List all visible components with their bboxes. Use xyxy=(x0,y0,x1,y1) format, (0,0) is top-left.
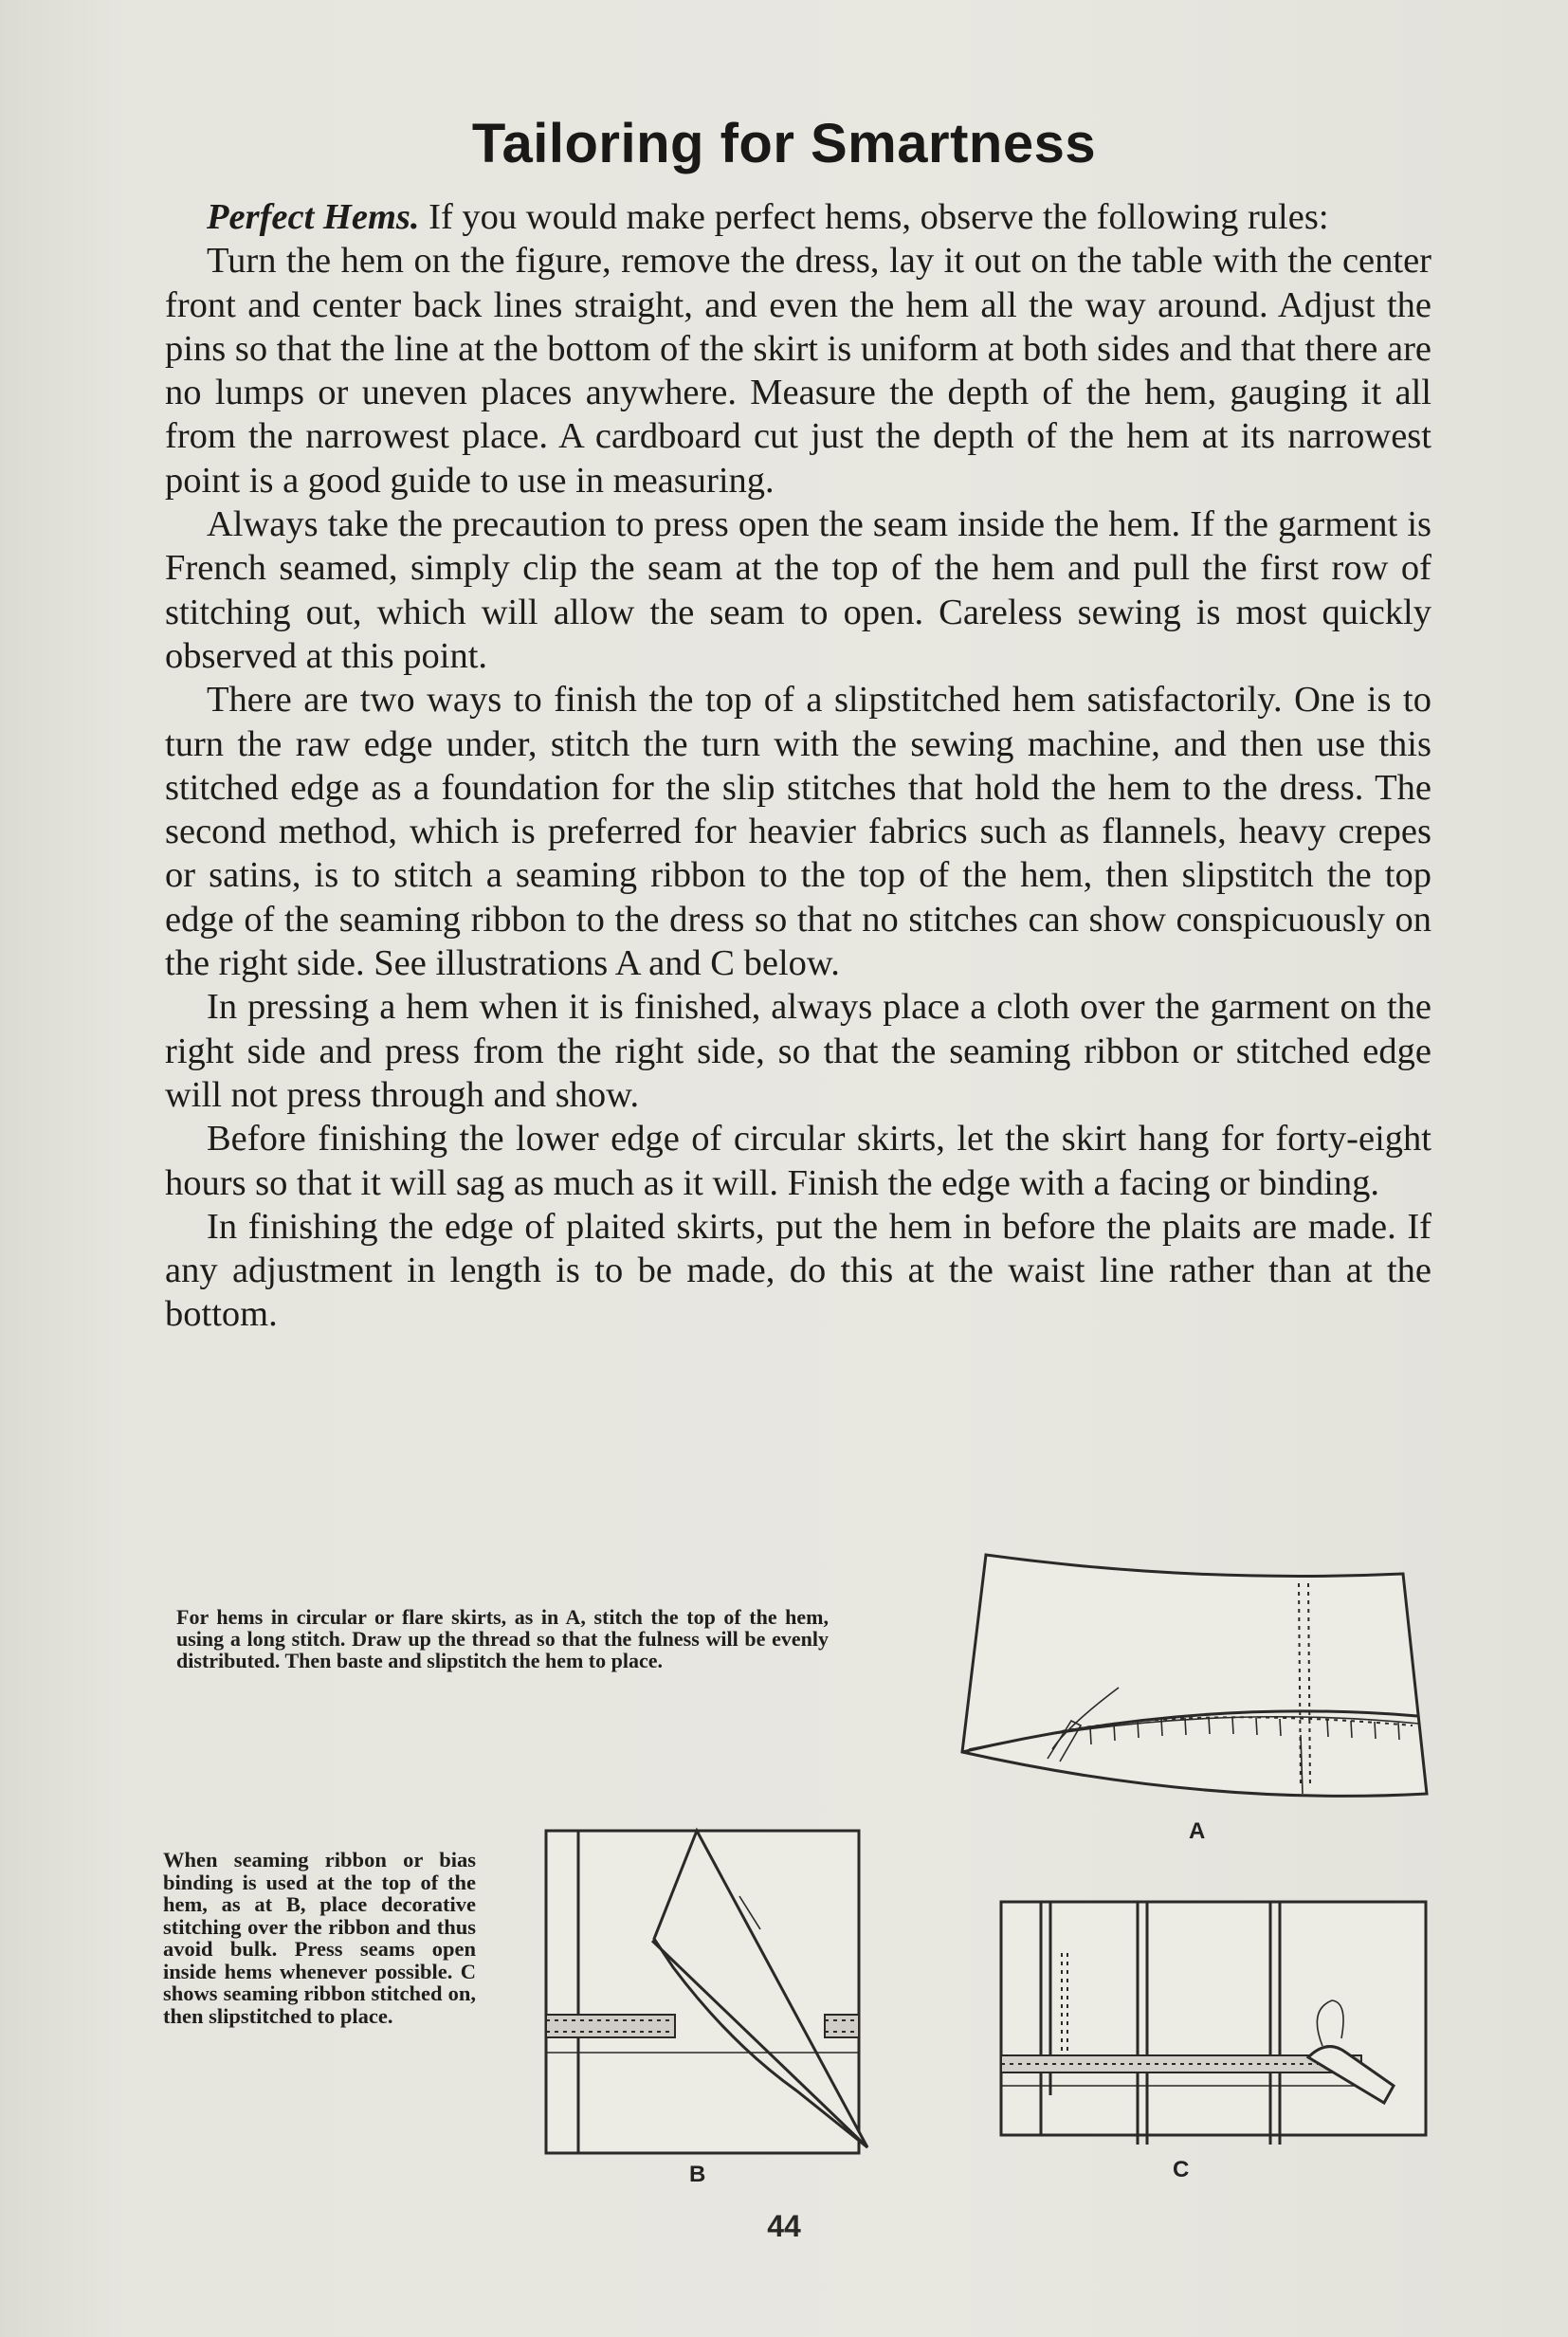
illustration-b xyxy=(540,1825,882,2157)
paragraph-finish-top: There are two ways to finish the top of a slipstitched hem satisfactorily. One is to turn the raw edge under, stitch the turn with the sewing machine, and then use this stitched edge as a foundation for the slip stitches that hold the hem to the dress. The second method, which is preferred for heavier fabrics such as flannels, heavy crepes or satins, is to stitch a seaming ribbon to the top of the hem, then slipstitch the top edge of the seaming ribbon to the dress so that no stitches can show conspicuously on the right side. See illustrations A and C below. xyxy=(165,680,1431,984)
figure-c-label: C xyxy=(1173,2157,1190,2182)
paragraph-plaited-skirts: In finishing the edge of plaited skirts, put the hem in before the plaits are made. If any adjustment in length is to be made, do this at the waist line rather than at the bottom. xyxy=(165,1206,1431,1335)
section-heading: Perfect Hems. xyxy=(207,197,420,237)
figure-a-label: A xyxy=(1189,1818,1206,1844)
page-number: 44 xyxy=(767,2209,801,2243)
intro-paragraph xyxy=(165,195,1431,239)
paragraph-press-seam: Always take the precaution to press open the seam inside the hem. If the garment is French seamed, simply clip the seam at the top of the hem and pull the first row of stitching out, which will allow the seam to open. Careless sewing is most quickly observed at this point. xyxy=(165,504,1431,676)
caption-seaming-ribbon: When seaming ribbon or bias binding is used at the top of the hem, as at B, place decorative stitching over the ribbon and thus avoid bulk. Press seams open inside hems whenever possible. C shows seaming ribbon stitched on, then slipstitched to place. xyxy=(163,1848,476,2028)
page-title: Tailoring for Smartness xyxy=(471,113,1097,174)
paragraph-circular-skirts: Before finishing the lower edge of circular skirts, let the skirt hang for forty-eight hours so that it will sag as much as it will. Finish the edge with a facing or binding. xyxy=(165,1119,1431,1203)
figure-b-label: B xyxy=(689,2162,706,2187)
illustration-a xyxy=(948,1545,1441,1811)
caption-circular-skirts: For hems in circular or flare skirts, as in A, stitch the top of the hem, using a long stitch. Draw up the thread so that the fulness will be evenly distributed. Then baste and slipstitch the hem to place. xyxy=(176,1605,829,1672)
paragraph-turn-hem: Turn the hem on the figure, remove the dress, lay it out on the table with the center front and center back lines straight, and even the hem all the way around. Adjust the pins so that the line at the bottom of the skirt is uniform at both sides and that there are no lumps or uneven places anywhere. Measure the depth of the hem, gauging it all from the narrowest place. A cardboard cut just the depth of the hem at its narrowest point is a good guide to use in measuring. xyxy=(165,241,1431,501)
paragraph-pressing: In pressing a hem when it is finished, always place a cloth over the garment on the right side and press from the right side, so that the seaming ribbon or stitched edge will not press through and show. xyxy=(165,987,1431,1115)
intro-text: If you would make perfect hems, observe the following rules: xyxy=(419,197,1329,237)
illustration-c xyxy=(995,1896,1431,2152)
body-text xyxy=(165,195,1431,1337)
